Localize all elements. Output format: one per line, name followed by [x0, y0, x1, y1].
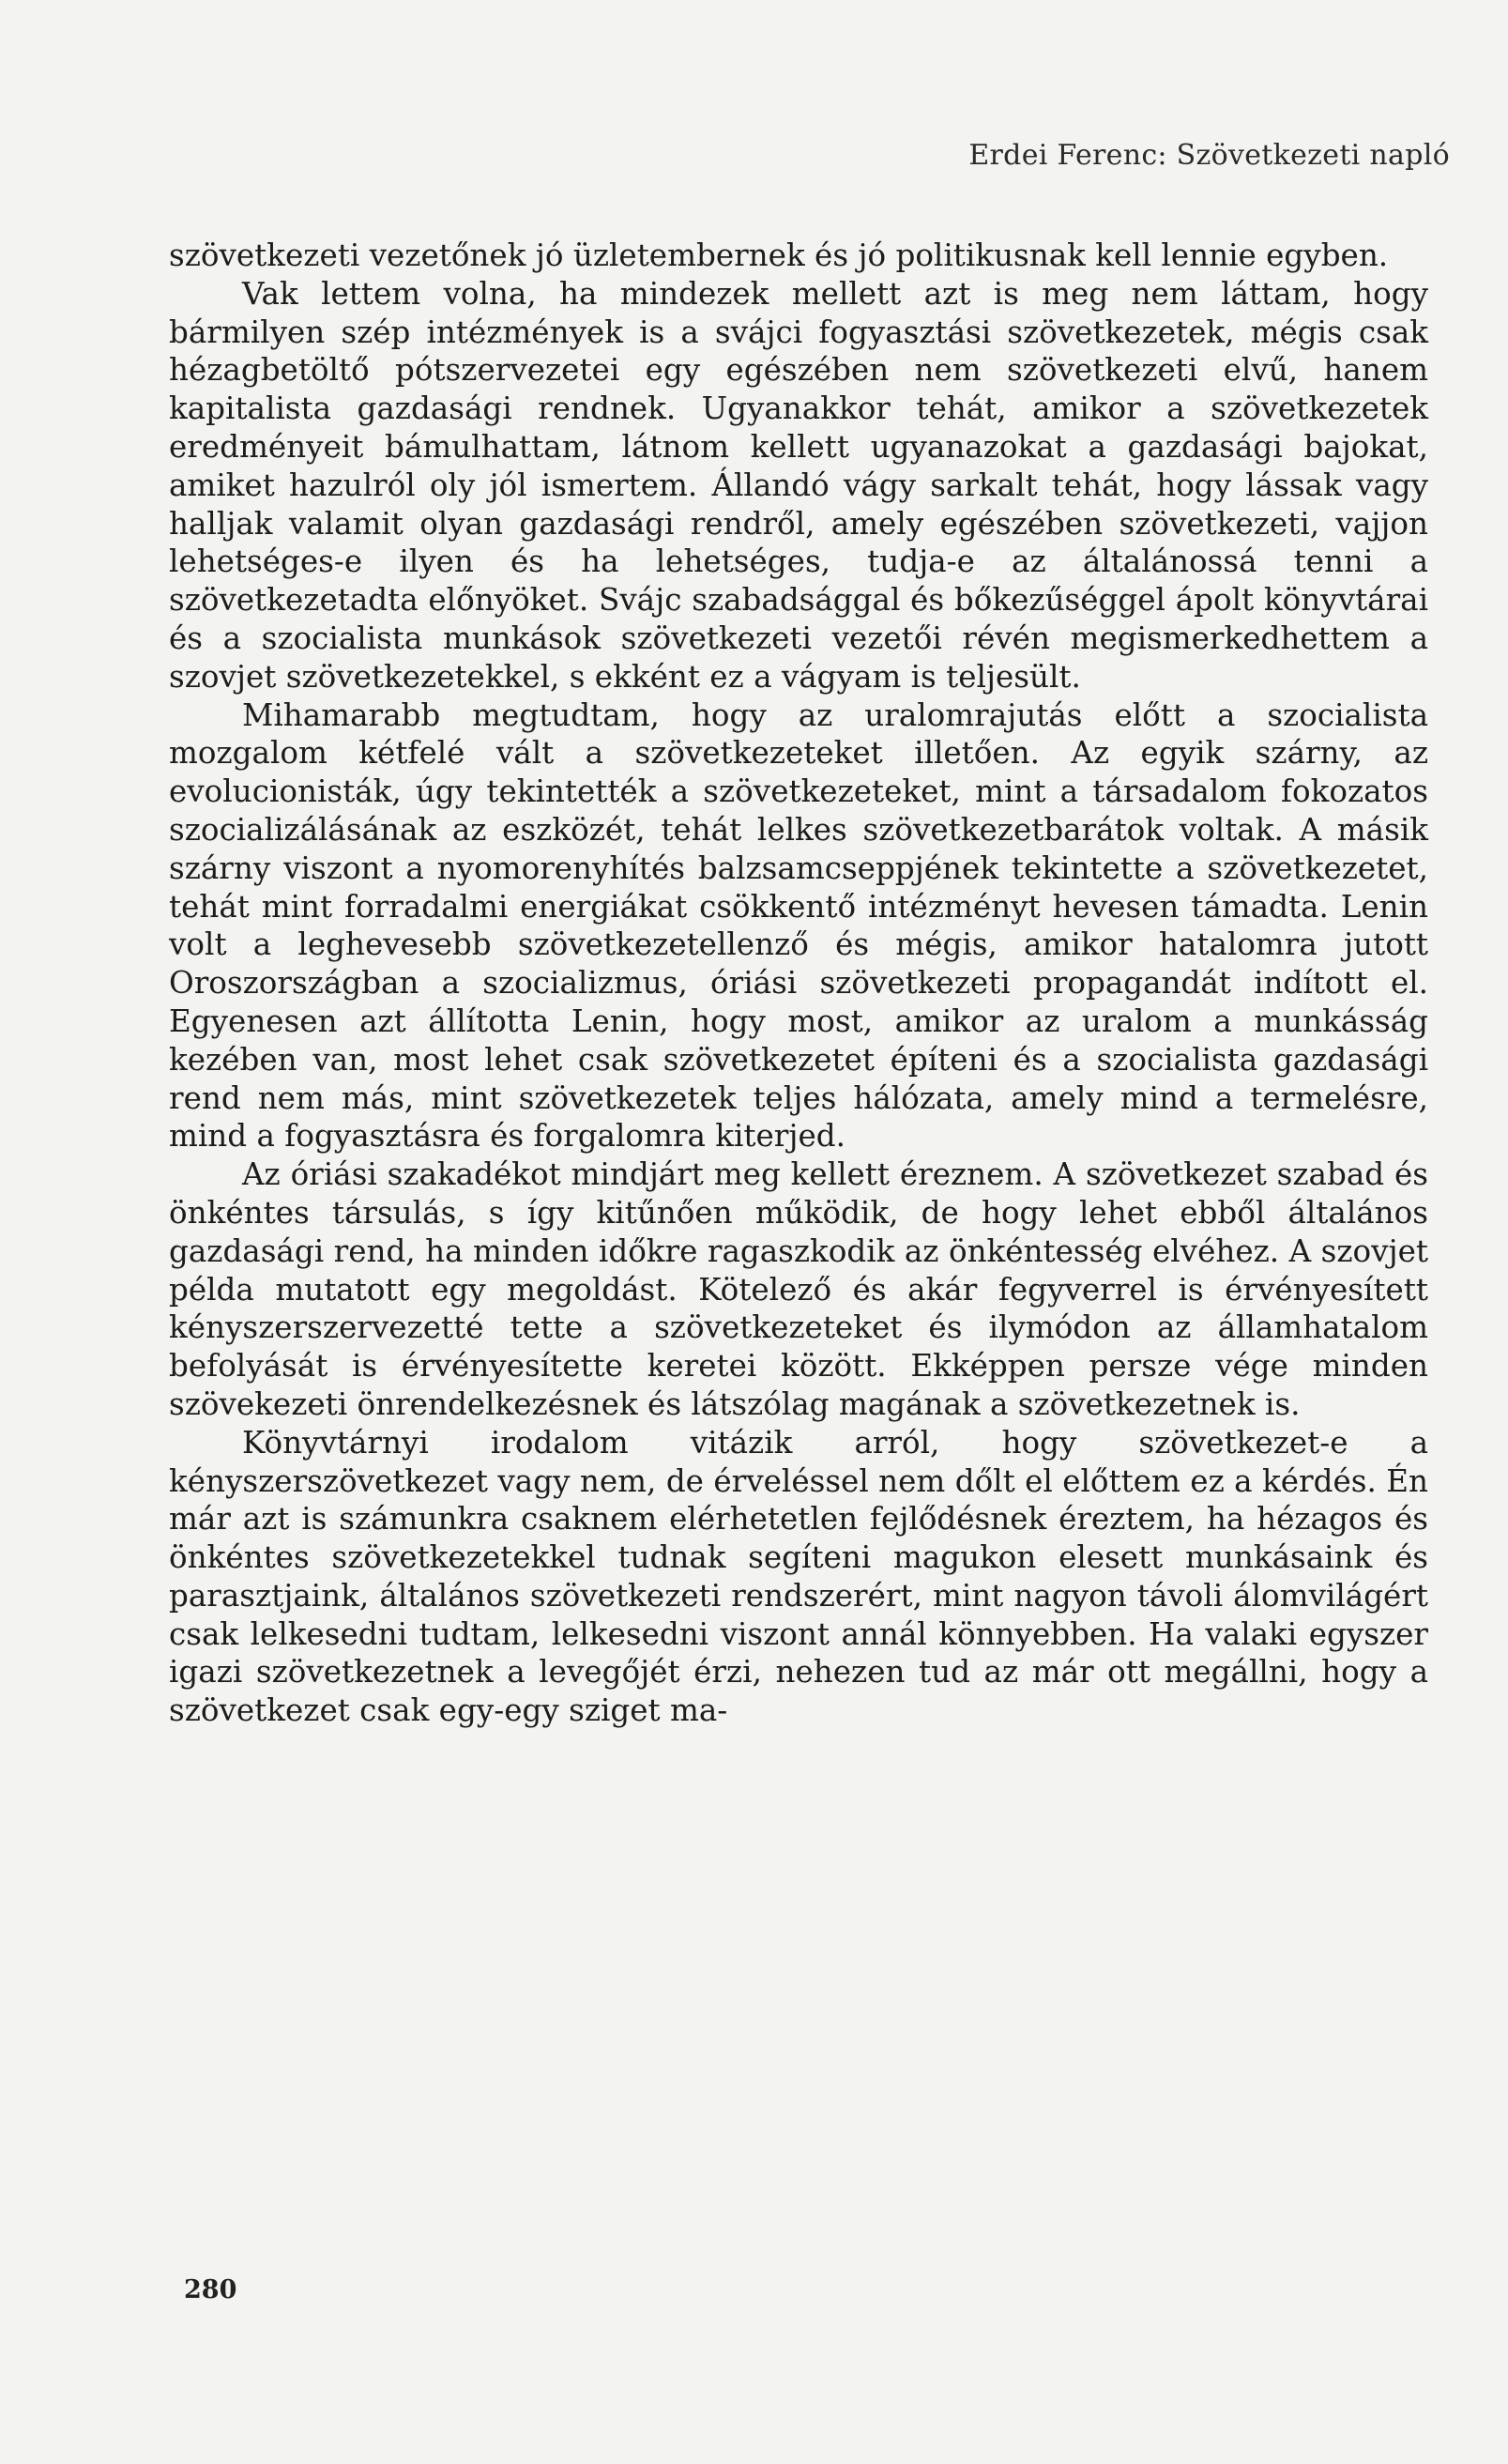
paragraph-4: Az óriási szakadékot mindjárt meg kellett éreznem. A szövetkezet szabad és önkéntes társulás, s így kitűnően működik, de hogy lehet ebből általános gazdasági rend, ha minden időkre ragaszkodik az önkéntesség elvéhez. A szovjet példa mutatott egy megoldást. Kötelező és akár fegyverrel is érvényesített kényszerszervezetté tette a szövetkezeteket és ilymódon az államhatalom befolyását is érvényesítette keretei között. Ekképpen persze vége minden szövekezeti önrendelkezésnek és látszólag magának a szövetkezetnek is. [169, 1156, 1428, 1422]
page-number: 280 [184, 2275, 237, 2304]
paragraph-3: Mihamarabb megtudtam, hogy az uralomrajutás előtt a szocialista mozgalom kétfelé vált a szövetkezeteket illetően. Az egyik szárny, az evolucionisták, úgy tekintették a szövetkezeteket, mint a társadalom fokozatos szocializálásának az eszközét, tehát lelkes szövetkezetbarátok voltak. A másik szárny viszont a nyomorenyhítés balzsamcseppjének tekintette a szövetkezetet, tehát mint forradalmi energiákat csökkentő intézményt hevesen támadta. Lenin volt a leghevesebb szövetkezetellenző és mégis, amikor hatalomra jutott Oroszországban a szocializmus, óriási szövetkezeti propagandát indított el. Egyenesen azt állította Lenin, hogy most, amikor az uralom a munkásság kezében van, most lehet csak szövetkezetet építeni és a szocialista gazdasági rend nem más, mint szövetkezetek teljes hálózata, amely mind a termelésre, mind a fogyasztásra és forgalomra kiterjed. [169, 696, 1428, 1155]
paragraph-2: Vak lettem volna, ha mindezek mellett azt is meg nem láttam, hogy bármilyen szép intézmények is a svájci fogyasztási szövetkezetek, mégis csak hézagbetöltő pótszervezetei egy egészében nem szövetkezeti elvű, hanem kapitalista gazdasági rendnek. Ugyanakkor tehát, amikor a szövetkezetek eredményeit bámulhattam, látnom kellett ugyanazokat a gazdasági bajokat, amiket hazulról oly jól ismertem. Állandó vágy sarkalt tehát, hogy lássak vagy halljak valamit olyan gazdasági rendről, amely egészében szövetkezeti, vajjon lehetséges-e ilyen és ha lehetséges, tudja-e az általánossá tenni a szövetkezetadta előnyöket. Svájc szabadsággal és bőkezűséggel ápolt könyvtárai és a szocialista munkások szövetkezeti vezetői révén megismerkedhettem a szovjet szövetkezetekkel, s ekként ez a vágyam is teljesült. [169, 275, 1428, 695]
body-text [169, 237, 1428, 1730]
paragraph-5: Könyvtárnyi irodalom vitázik arról, hogy szövetkezet-e a kényszerszövetkezet vagy nem, de érveléssel nem dőlt el előttem ez a kérdés. Én már azt is számunkra csaknem elérhetetlen fejlődésnek éreztem, ha hézagos és önkéntes szövetkezetekkel tudnak segíteni magukon elesett munkásaink és parasztjaink, általános szövetkezeti rendszerért, mint nagyon távoli álomvilágért csak lelkesedni tudtam, lelkesedni viszont annál könnyebben. Ha valaki egyszer igazi szövetkezetnek a levegőjét érzi, nehezen tud az már ott megállni, hogy a szövetkezet csak egy-egy sziget ma- [169, 1424, 1428, 1729]
running-head: Erdei Ferenc: Szövetkezeti napló [968, 139, 1450, 172]
paragraph-1: szövetkezeti vezetőnek jó üzletembernek és jó politikusnak kell lennie egyben. [169, 237, 1389, 273]
